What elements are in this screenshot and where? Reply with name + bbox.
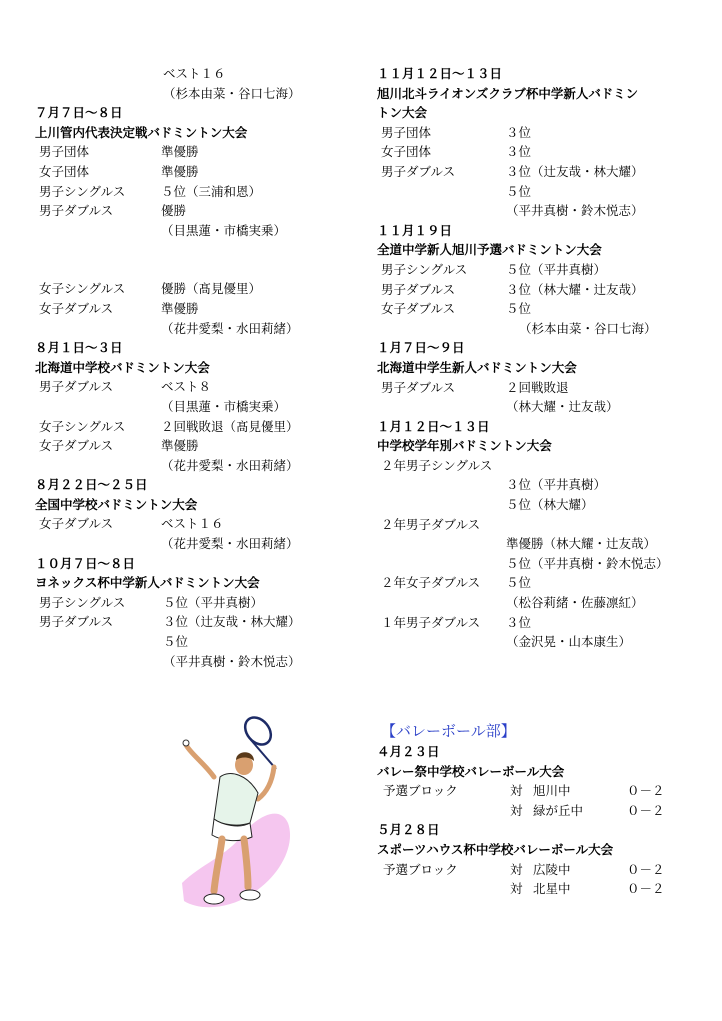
category-label: 女子ダブルス bbox=[39, 438, 114, 454]
result-value: ２回戦敗退（髙見優里） bbox=[161, 418, 299, 434]
event-heading: ８月１日〜３日 bbox=[35, 340, 123, 356]
event-heading: ヨネックス杯中学新人バドミントン大会 bbox=[35, 575, 260, 591]
result-row bbox=[35, 162, 365, 182]
result-row bbox=[377, 456, 697, 476]
result-value: 準優勝（林大耀・辻友哉） bbox=[506, 536, 657, 552]
category-label: 予選ブロック bbox=[383, 783, 458, 799]
result-row bbox=[377, 123, 697, 143]
match-score: ０－２ bbox=[627, 802, 665, 818]
category-label: 女子団体 bbox=[381, 144, 432, 160]
category-label: 予選ブロック bbox=[383, 861, 458, 877]
category-label: 男子ダブルス bbox=[39, 379, 114, 395]
result-row bbox=[377, 299, 697, 319]
result-row bbox=[377, 632, 697, 652]
result-value: 優勝 bbox=[161, 203, 187, 219]
result-value: （林大耀・辻友哉） bbox=[506, 399, 619, 415]
result-value: ５位 bbox=[506, 575, 532, 591]
result-value: （金沢晃・山本康生） bbox=[506, 634, 632, 650]
result-row bbox=[377, 515, 697, 535]
category-label: 女子シングルス bbox=[39, 281, 126, 297]
result-row bbox=[377, 378, 697, 398]
result-row bbox=[377, 495, 697, 515]
event-heading: １月７日〜９日 bbox=[377, 340, 465, 356]
category-label: 男子ダブルス bbox=[381, 379, 456, 395]
result-row bbox=[35, 64, 365, 84]
result-value: ３位（辻友哉・林大耀） bbox=[163, 614, 301, 630]
blank-gap bbox=[35, 240, 365, 279]
category-label: 男子ダブルス bbox=[39, 203, 114, 219]
result-row bbox=[35, 142, 365, 162]
category-label: ２年男子ダブルス bbox=[381, 516, 481, 532]
match-score: ０－２ bbox=[627, 861, 665, 877]
category-label: 女子ダブルス bbox=[39, 300, 114, 316]
badminton-player-icon bbox=[170, 705, 300, 920]
category-label: 女子ダブルス bbox=[39, 516, 114, 532]
match-score: ０－２ bbox=[627, 881, 665, 897]
volleyball-title: 【バレーボール部】 bbox=[381, 722, 516, 740]
result-value: ５位（平井真樹） bbox=[506, 261, 607, 277]
result-value: ベスト１６ bbox=[163, 66, 226, 81]
event-heading: １１月１９日 bbox=[377, 222, 453, 238]
result-row bbox=[35, 397, 365, 417]
volleyball-section bbox=[377, 720, 697, 899]
result-row bbox=[377, 879, 697, 899]
result-value: ５位 bbox=[163, 634, 189, 650]
event-heading: ８月２２日〜２５日 bbox=[35, 477, 148, 493]
result-row bbox=[377, 534, 697, 554]
result-row bbox=[35, 417, 365, 437]
category-label: ２年男子シングルス bbox=[381, 457, 493, 473]
result-value: ５位（三浦和恩） bbox=[161, 183, 262, 199]
result-row bbox=[377, 554, 697, 574]
result-row bbox=[35, 514, 365, 534]
result-row bbox=[377, 781, 697, 801]
category-label: 男子団体 bbox=[381, 124, 432, 140]
category-label: 男子団体 bbox=[39, 144, 90, 160]
result-row bbox=[35, 612, 365, 632]
result-row bbox=[35, 652, 365, 672]
result-value: （花井愛梨・水田莉緒） bbox=[161, 536, 299, 552]
category-label: 女子シングルス bbox=[39, 418, 126, 434]
event-heading: １１月１２日〜１３日 bbox=[377, 66, 503, 81]
category-label: 男子ダブルス bbox=[381, 281, 456, 297]
result-value: ベスト８ bbox=[161, 379, 212, 395]
event-heading: 北海道中学生新人バドミントン大会 bbox=[377, 359, 577, 375]
result-value: （目黒蓮・市橋実乗） bbox=[161, 222, 287, 238]
result-value: ５位（林大耀） bbox=[506, 497, 594, 513]
result-value: ベスト１６ bbox=[161, 516, 224, 532]
result-row bbox=[35, 299, 365, 319]
volleyball-results bbox=[377, 742, 697, 899]
category-label: 男子シングルス bbox=[39, 594, 126, 610]
result-row bbox=[377, 397, 697, 417]
result-row bbox=[35, 456, 365, 476]
result-row bbox=[377, 593, 697, 613]
event-heading: 上川管内代表決定戦バドミントン大会 bbox=[35, 124, 248, 140]
result-row bbox=[377, 201, 697, 221]
badminton-results-right-column bbox=[377, 64, 697, 652]
result-value: 準優勝 bbox=[161, 300, 199, 316]
result-value: ２回戦敗退 bbox=[506, 379, 569, 395]
result-value: ５位（平井真樹） bbox=[163, 594, 264, 610]
event-heading: ４月２３日 bbox=[377, 744, 440, 759]
category-label: 女子団体 bbox=[39, 163, 90, 179]
event-heading: １月１２日〜１３日 bbox=[377, 418, 490, 434]
event-heading: １０月７日〜８日 bbox=[35, 555, 136, 571]
result-row bbox=[377, 613, 697, 633]
result-row bbox=[377, 319, 697, 339]
result-row bbox=[377, 260, 697, 280]
result-value: （花井愛梨・水田莉緒） bbox=[161, 457, 299, 473]
result-row bbox=[35, 221, 365, 241]
result-value: ３位 bbox=[506, 144, 532, 160]
opponent-name: 旭川中 bbox=[533, 783, 571, 799]
result-row bbox=[35, 436, 365, 456]
result-value: 優勝（髙見優里） bbox=[161, 281, 262, 297]
result-value: （花井愛梨・水田莉緒） bbox=[161, 320, 299, 336]
result-row bbox=[35, 182, 365, 202]
result-value: （平井真樹・鈴木悦志） bbox=[163, 653, 301, 669]
result-row bbox=[35, 319, 365, 339]
event-heading: 全国中学校バドミントン大会 bbox=[35, 496, 198, 512]
result-value: ５位（平井真樹・鈴木悦志） bbox=[506, 555, 669, 571]
result-row bbox=[35, 534, 365, 554]
event-heading: スポーツハウス杯中学校バレーボール大会 bbox=[377, 841, 614, 857]
opponent-name: 広陵中 bbox=[533, 861, 571, 877]
result-value: （松谷莉緒・佐藤凛紅） bbox=[506, 595, 644, 611]
result-row bbox=[35, 84, 365, 104]
event-heading: ５月２８日 bbox=[377, 822, 440, 838]
category-label: 男子シングルス bbox=[381, 261, 468, 277]
result-value: ３位（林大耀・辻友哉） bbox=[506, 281, 644, 297]
result-row bbox=[377, 142, 697, 162]
result-value: ３位 bbox=[506, 124, 532, 140]
versus-label: 対 bbox=[510, 802, 523, 818]
result-value: （目黒蓮・市橋実乗） bbox=[161, 398, 287, 414]
result-row bbox=[377, 860, 697, 880]
result-value: ５位 bbox=[506, 301, 532, 317]
result-row bbox=[35, 593, 365, 613]
result-value: ３位（辻友哉・林大耀） bbox=[506, 163, 644, 179]
result-value: 準優勝 bbox=[161, 163, 199, 179]
event-heading: ７月７日〜８日 bbox=[35, 105, 123, 121]
category-label: 男子ダブルス bbox=[39, 614, 114, 630]
result-row bbox=[377, 162, 697, 182]
opponent-name: 緑が丘中 bbox=[533, 802, 584, 818]
category-label: 男子シングルス bbox=[39, 183, 126, 199]
result-value: ３位 bbox=[506, 614, 532, 630]
result-row bbox=[35, 632, 365, 652]
result-value: ５位 bbox=[506, 183, 532, 199]
result-row bbox=[377, 801, 697, 821]
badminton-results-left-column bbox=[35, 64, 365, 671]
result-value: 準優勝 bbox=[161, 144, 199, 160]
opponent-name: 北星中 bbox=[533, 881, 571, 897]
category-label: ２年女子ダブルス bbox=[381, 575, 481, 591]
result-row bbox=[377, 182, 697, 202]
event-heading: バレー祭中学校バレーボール大会 bbox=[377, 763, 565, 779]
result-value: （杉本由菜・谷口七海） bbox=[163, 85, 301, 101]
match-score: ０－２ bbox=[627, 783, 665, 799]
result-value: 準優勝 bbox=[161, 438, 199, 454]
result-row bbox=[35, 279, 365, 299]
category-label: １年男子ダブルス bbox=[381, 614, 481, 630]
result-value: ３位（平井真樹） bbox=[506, 477, 607, 493]
versus-label: 対 bbox=[510, 881, 523, 897]
result-row bbox=[377, 280, 697, 300]
event-heading: 北海道中学校バドミントン大会 bbox=[35, 359, 210, 375]
event-heading: 全道中学新人旭川予選バドミントン大会 bbox=[377, 242, 602, 258]
result-row bbox=[35, 377, 365, 397]
result-row bbox=[377, 573, 697, 593]
versus-label: 対 bbox=[510, 861, 523, 877]
event-heading: 旭川北斗ライオンズクラブ杯中学新人バドミン bbox=[377, 85, 639, 101]
result-value: （平井真樹・鈴木悦志） bbox=[506, 203, 644, 219]
versus-label: 対 bbox=[510, 783, 523, 799]
result-row bbox=[35, 201, 365, 221]
event-heading: 中学校学年別バドミントン大会 bbox=[377, 438, 552, 454]
result-row bbox=[377, 475, 697, 495]
result-value: （杉本由菜・谷口七海） bbox=[519, 320, 657, 336]
category-label: 男子ダブルス bbox=[381, 163, 456, 179]
category-label: 女子ダブルス bbox=[381, 301, 456, 317]
event-heading: トン大会 bbox=[377, 105, 428, 121]
